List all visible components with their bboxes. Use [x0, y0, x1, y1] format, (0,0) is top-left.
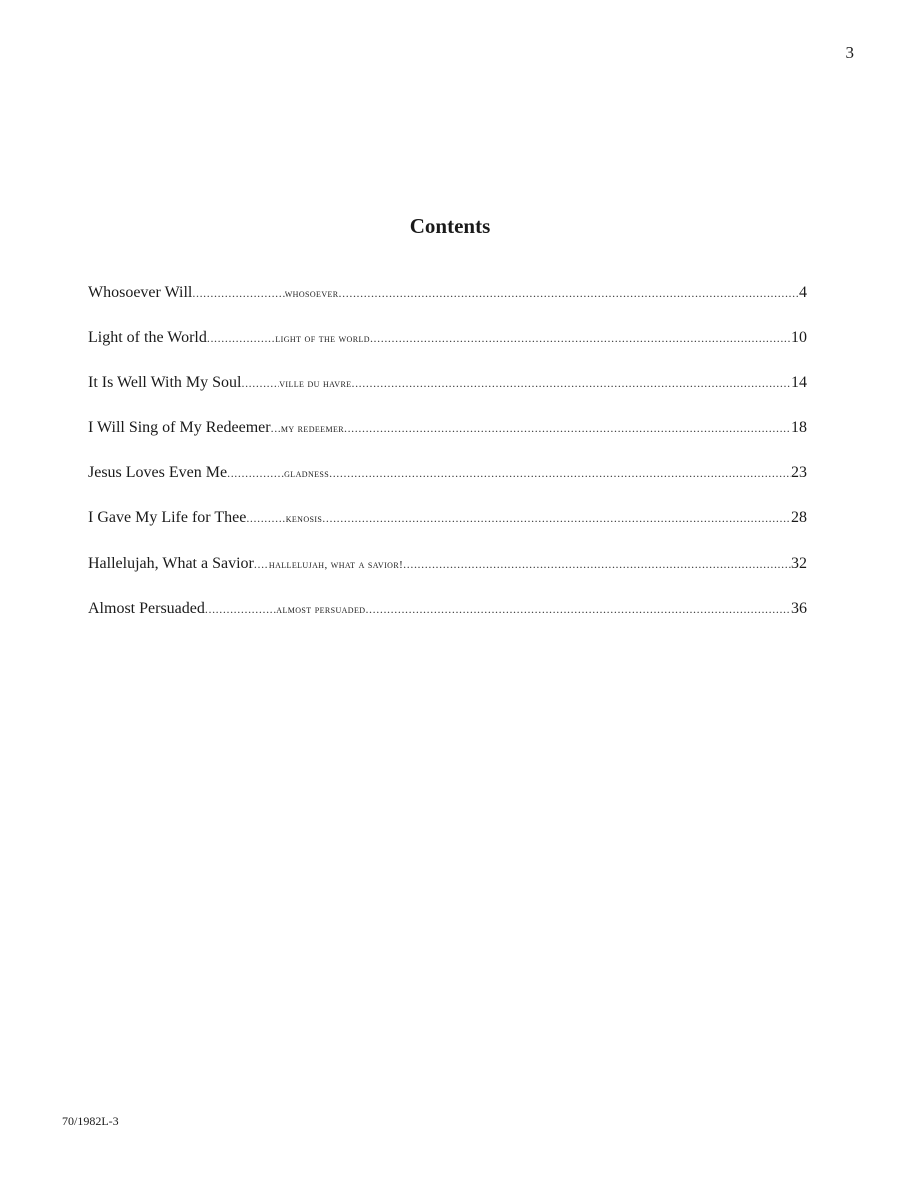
dot-leader: [227, 466, 284, 481]
toc-entry: [88, 284, 807, 329]
dot-leader: [207, 331, 276, 346]
dot-leader: [370, 331, 791, 346]
page-reference: 28: [791, 509, 807, 527]
song-title: I Will Sing of My Redeemer: [88, 419, 271, 437]
dot-leader: [241, 376, 279, 391]
page-reference: 4: [799, 284, 807, 301]
toc-entry: [88, 374, 807, 419]
table-of-contents: [88, 284, 807, 645]
toc-entry: [88, 464, 807, 509]
toc-entry: [88, 419, 807, 464]
tune-name: light of the world: [275, 333, 370, 346]
toc-entry: [88, 600, 807, 645]
tune-name: ville du havre: [279, 378, 352, 391]
song-title: Almost Persuaded: [88, 599, 205, 617]
dot-leader: [192, 286, 284, 301]
dot-leader: [246, 511, 285, 526]
song-title: Hallelujah, What a Savior: [88, 554, 254, 572]
toc-entry: [88, 329, 807, 374]
dot-leader: [351, 376, 791, 391]
tune-name: kenosis: [285, 513, 323, 526]
dot-leader: [254, 557, 269, 572]
dot-leader: [322, 511, 791, 526]
toc-entry: [88, 509, 807, 554]
song-title: Jesus Loves Even Me: [88, 464, 228, 482]
page-reference: 10: [791, 329, 807, 347]
tune-name: hallelujah, what a savior!: [268, 558, 404, 571]
tune-name: gladness: [284, 468, 330, 481]
dot-leader: [271, 421, 281, 436]
page-reference: 14: [791, 374, 807, 392]
tune-name: my redeemer: [280, 423, 344, 436]
song-title: Whosoever Will: [88, 284, 193, 301]
page-reference: 23: [791, 464, 807, 482]
dot-leader: [403, 557, 791, 572]
page-reference: 32: [791, 554, 807, 572]
dot-leader: [339, 286, 799, 301]
tune-name: whosoever: [284, 288, 339, 300]
dot-leader: [205, 602, 276, 617]
tune-name: almost persuaded: [276, 603, 366, 616]
song-title: I Gave My Life for Thee: [88, 509, 247, 527]
dot-leader: [329, 466, 791, 481]
page-reference: 36: [791, 599, 807, 617]
page-number: 3: [845, 43, 854, 62]
page-reference: 18: [791, 419, 807, 437]
page-title: Contents: [409, 214, 491, 238]
dot-leader: [344, 421, 791, 436]
toc-entry: [88, 555, 807, 600]
catalog-code: 70/1982L-3: [62, 1114, 119, 1128]
song-title: It Is Well With My Soul: [88, 374, 242, 392]
song-title: Light of the World: [88, 329, 207, 347]
dot-leader: [365, 602, 791, 617]
